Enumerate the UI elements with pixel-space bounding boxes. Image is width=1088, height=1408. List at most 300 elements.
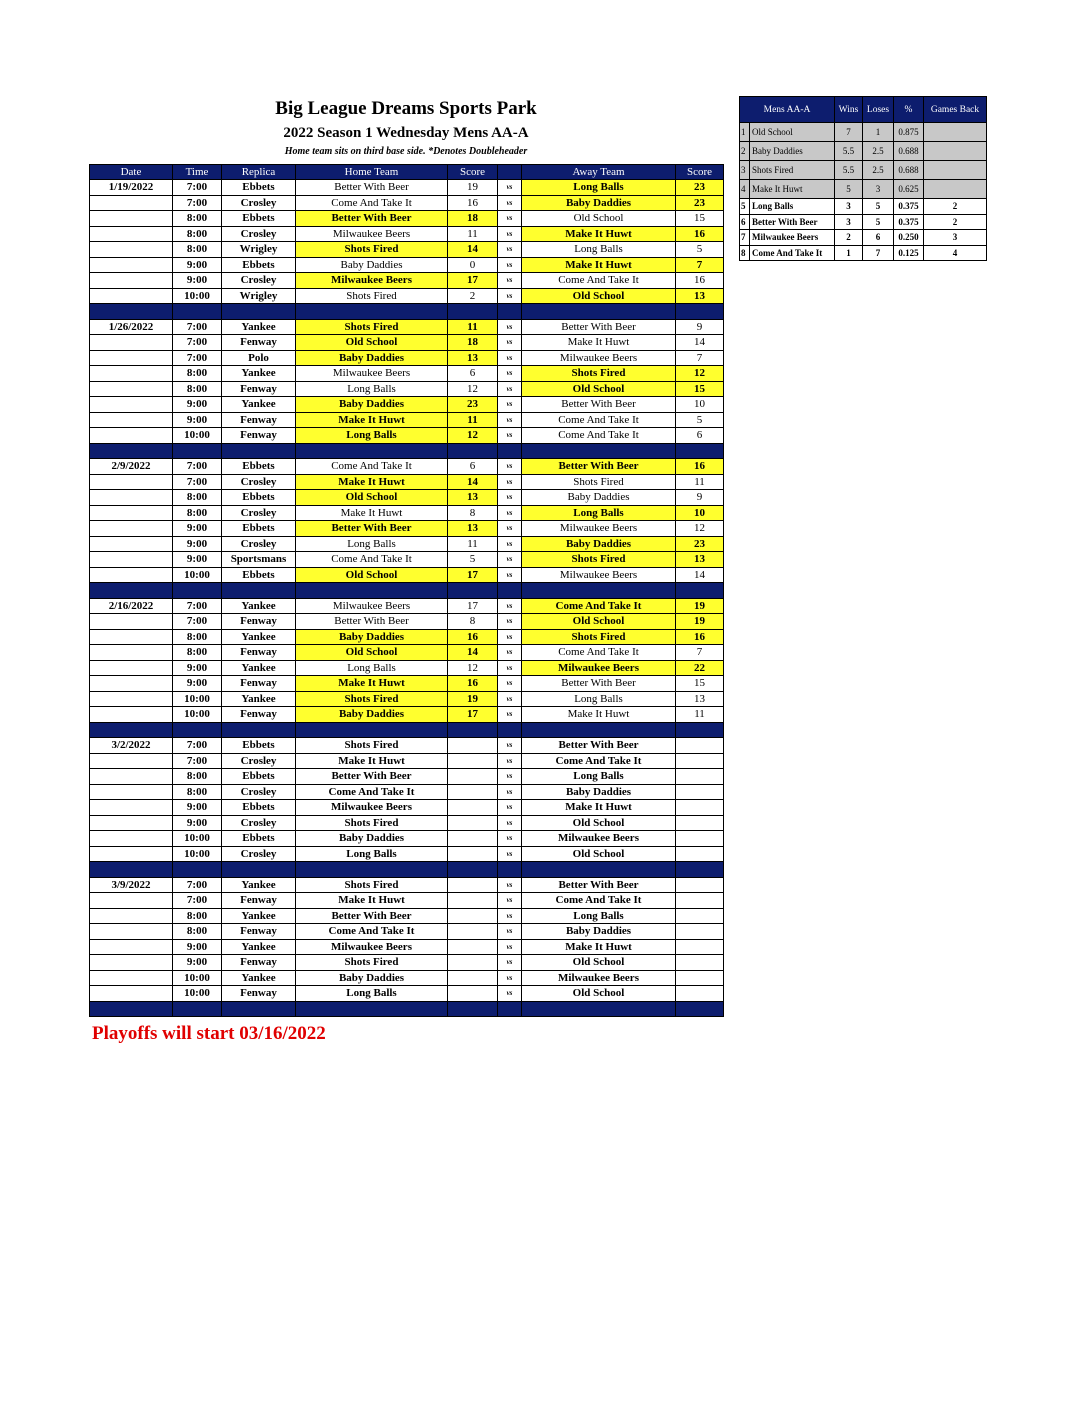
- game-date-empty: [90, 707, 173, 723]
- separator-cell: [498, 583, 522, 599]
- game-date-empty: [90, 521, 173, 537]
- game-time: 8:00: [173, 381, 222, 397]
- away-score: 5: [676, 242, 724, 258]
- away-score: 5: [676, 412, 724, 428]
- separator-cell: [296, 443, 448, 459]
- separator-cell: [676, 443, 724, 459]
- game-replica: Fenway: [222, 412, 296, 428]
- vs-label: vs: [498, 877, 522, 893]
- standings-pct: 0.875: [894, 123, 924, 142]
- away-score: 11: [676, 707, 724, 723]
- game-date-empty: [90, 629, 173, 645]
- home-team: Long Balls: [296, 381, 448, 397]
- game-replica: Crosley: [222, 846, 296, 862]
- home-team: Shots Fired: [296, 955, 448, 971]
- game-date-empty: [90, 939, 173, 955]
- vs-label: vs: [498, 226, 522, 242]
- home-score: 17: [448, 707, 498, 723]
- game-date-empty: [90, 831, 173, 847]
- game-date-empty: [90, 769, 173, 785]
- game-time: 9:00: [173, 939, 222, 955]
- separator-cell: [296, 722, 448, 738]
- standings-row: [740, 199, 987, 215]
- table-row: [90, 769, 724, 785]
- game-date-empty: [90, 908, 173, 924]
- standings-games-back: [924, 123, 987, 142]
- vs-label: vs: [498, 288, 522, 304]
- separator-cell: [173, 304, 222, 320]
- vs-label: vs: [498, 676, 522, 692]
- home-team: Baby Daddies: [296, 707, 448, 723]
- game-replica: Crosley: [222, 226, 296, 242]
- game-date-empty: [90, 691, 173, 707]
- home-score: 13: [448, 350, 498, 366]
- separator-cell: [676, 862, 724, 878]
- game-date-empty: [90, 505, 173, 521]
- vs-label: vs: [498, 614, 522, 630]
- vs-label: vs: [498, 738, 522, 754]
- game-date-empty: [90, 474, 173, 490]
- game-time: 8:00: [173, 769, 222, 785]
- home-score: 16: [448, 676, 498, 692]
- home-score: [448, 800, 498, 816]
- away-team: Old School: [522, 986, 676, 1002]
- table-row: [90, 660, 724, 676]
- vs-label: vs: [498, 939, 522, 955]
- game-time: 10:00: [173, 986, 222, 1002]
- home-score: 14: [448, 242, 498, 258]
- game-replica: Sportsmans: [222, 552, 296, 568]
- away-team: Make It Huwt: [522, 707, 676, 723]
- standings-col-loses: Loses: [863, 97, 894, 123]
- separator-cell: [90, 862, 173, 878]
- game-replica: Yankee: [222, 598, 296, 614]
- table-row: [90, 242, 724, 258]
- home-team: Milwaukee Beers: [296, 366, 448, 382]
- standings-wins: 7: [835, 123, 863, 142]
- standings-row: [740, 214, 987, 230]
- standings-rank: 4: [740, 180, 750, 199]
- vs-label: vs: [498, 660, 522, 676]
- game-time: 9:00: [173, 800, 222, 816]
- game-time: 7:00: [173, 474, 222, 490]
- home-team: Baby Daddies: [296, 350, 448, 366]
- away-score: 16: [676, 459, 724, 475]
- home-team: Baby Daddies: [296, 397, 448, 413]
- game-time: 9:00: [173, 412, 222, 428]
- standings-games-back: 2: [924, 199, 987, 215]
- standings-rank: 8: [740, 245, 750, 261]
- home-score: 2: [448, 288, 498, 304]
- separator-cell: [522, 583, 676, 599]
- game-date-empty: [90, 970, 173, 986]
- standings-loses: 5: [863, 199, 894, 215]
- game-time: 8:00: [173, 908, 222, 924]
- away-team: Long Balls: [522, 180, 676, 196]
- schedule-body: [90, 180, 724, 1017]
- standings-wins: 5: [835, 180, 863, 199]
- vs-label: vs: [498, 831, 522, 847]
- home-team: Better With Beer: [296, 521, 448, 537]
- playoffs-notice: Playoffs will start 03/16/2022: [92, 1023, 326, 1044]
- standings-games-back: 2: [924, 214, 987, 230]
- game-date-empty: [90, 986, 173, 1002]
- away-team: Milwaukee Beers: [522, 521, 676, 537]
- game-time: 8:00: [173, 924, 222, 940]
- away-score: 16: [676, 629, 724, 645]
- home-score: 13: [448, 490, 498, 506]
- away-team: Better With Beer: [522, 676, 676, 692]
- standings-wins: 3: [835, 199, 863, 215]
- away-team: Come And Take It: [522, 598, 676, 614]
- home-team: Milwaukee Beers: [296, 226, 448, 242]
- home-score: 12: [448, 428, 498, 444]
- vs-label: vs: [498, 319, 522, 335]
- away-score: 9: [676, 490, 724, 506]
- away-team: Long Balls: [522, 769, 676, 785]
- away-team: Milwaukee Beers: [522, 350, 676, 366]
- game-date-empty: [90, 490, 173, 506]
- away-score: 16: [676, 273, 724, 289]
- table-row: [90, 180, 724, 196]
- away-score: 13: [676, 552, 724, 568]
- standings-pct: 0.375: [894, 199, 924, 215]
- separator-cell: [448, 443, 498, 459]
- home-team: Old School: [296, 490, 448, 506]
- home-team: Long Balls: [296, 986, 448, 1002]
- table-row: [90, 211, 724, 227]
- away-score: [676, 939, 724, 955]
- game-replica: Fenway: [222, 645, 296, 661]
- home-score: 0: [448, 257, 498, 273]
- game-time: 9:00: [173, 660, 222, 676]
- home-team: Shots Fired: [296, 242, 448, 258]
- away-team: Baby Daddies: [522, 924, 676, 940]
- home-score: 18: [448, 335, 498, 351]
- table-row: [90, 521, 724, 537]
- home-score: 14: [448, 474, 498, 490]
- home-team: Milwaukee Beers: [296, 598, 448, 614]
- table-row: [90, 908, 724, 924]
- separator-cell: [90, 722, 173, 738]
- home-team: Old School: [296, 567, 448, 583]
- away-score: 23: [676, 180, 724, 196]
- away-team: Old School: [522, 211, 676, 227]
- away-team: Better With Beer: [522, 319, 676, 335]
- separator-cell: [222, 304, 296, 320]
- home-score: 11: [448, 536, 498, 552]
- home-score: 19: [448, 691, 498, 707]
- game-date: 2/16/2022: [90, 598, 173, 614]
- away-score: 22: [676, 660, 724, 676]
- away-team: Better With Beer: [522, 397, 676, 413]
- game-date-empty: [90, 428, 173, 444]
- standings-pct: 0.688: [894, 142, 924, 161]
- home-team: Long Balls: [296, 428, 448, 444]
- game-time: 10:00: [173, 846, 222, 862]
- home-score: [448, 738, 498, 754]
- standings-wins: 1: [835, 245, 863, 261]
- standings-pct: 0.375: [894, 214, 924, 230]
- away-team: Old School: [522, 381, 676, 397]
- vs-label: vs: [498, 598, 522, 614]
- home-score: 19: [448, 180, 498, 196]
- away-team: Baby Daddies: [522, 490, 676, 506]
- separator-cell: [222, 722, 296, 738]
- standings-pct: 0.688: [894, 161, 924, 180]
- away-score: [676, 784, 724, 800]
- game-time: 7:00: [173, 738, 222, 754]
- game-replica: Ebbets: [222, 769, 296, 785]
- home-team: Shots Fired: [296, 319, 448, 335]
- vs-label: vs: [498, 536, 522, 552]
- game-date-empty: [90, 412, 173, 428]
- vs-label: vs: [498, 350, 522, 366]
- separator-cell: [522, 304, 676, 320]
- vs-label: vs: [498, 490, 522, 506]
- away-score: [676, 908, 724, 924]
- standings-games-back: 4: [924, 245, 987, 261]
- vs-label: vs: [498, 567, 522, 583]
- header-note: Home team sits on third base side. *Denotes Doubleheader: [284, 146, 528, 157]
- home-team: Better With Beer: [296, 908, 448, 924]
- table-row: [90, 257, 724, 273]
- week-separator: [90, 583, 724, 599]
- away-score: 6: [676, 428, 724, 444]
- table-row: [90, 273, 724, 289]
- home-score: [448, 784, 498, 800]
- game-time: 10:00: [173, 428, 222, 444]
- game-date: 1/19/2022: [90, 180, 173, 196]
- home-score: 13: [448, 521, 498, 537]
- game-date-empty: [90, 381, 173, 397]
- away-score: 11: [676, 474, 724, 490]
- game-replica: Crosley: [222, 536, 296, 552]
- game-time: 7:00: [173, 319, 222, 335]
- standings-rank: 6: [740, 214, 750, 230]
- col-home-score: Score: [448, 165, 498, 180]
- away-score: [676, 893, 724, 909]
- game-replica: Polo: [222, 350, 296, 366]
- standings-row: [740, 230, 987, 246]
- home-score: 8: [448, 505, 498, 521]
- game-replica: Fenway: [222, 614, 296, 630]
- game-date-empty: [90, 536, 173, 552]
- table-row: [90, 536, 724, 552]
- home-score: 11: [448, 319, 498, 335]
- game-time: 8:00: [173, 505, 222, 521]
- away-team: Make It Huwt: [522, 226, 676, 242]
- table-row: [90, 614, 724, 630]
- away-score: 12: [676, 366, 724, 382]
- home-score: 12: [448, 660, 498, 676]
- table-row: [90, 707, 724, 723]
- away-team: Long Balls: [522, 505, 676, 521]
- away-team: Come And Take It: [522, 412, 676, 428]
- game-replica: Fenway: [222, 707, 296, 723]
- home-score: [448, 924, 498, 940]
- game-replica: Ebbets: [222, 738, 296, 754]
- away-score: 15: [676, 676, 724, 692]
- game-replica: Crosley: [222, 474, 296, 490]
- away-score: [676, 924, 724, 940]
- game-replica: Yankee: [222, 877, 296, 893]
- separator-cell: [296, 1001, 448, 1017]
- away-score: 9: [676, 319, 724, 335]
- col-time: Time: [173, 165, 222, 180]
- table-row: [90, 815, 724, 831]
- game-date-empty: [90, 552, 173, 568]
- game-time: 8:00: [173, 242, 222, 258]
- game-date-empty: [90, 893, 173, 909]
- separator-cell: [173, 443, 222, 459]
- home-team: Baby Daddies: [296, 831, 448, 847]
- home-team: Make It Huwt: [296, 412, 448, 428]
- away-team: Milwaukee Beers: [522, 970, 676, 986]
- separator-cell: [448, 583, 498, 599]
- game-date-empty: [90, 784, 173, 800]
- game-date-empty: [90, 800, 173, 816]
- away-score: [676, 815, 724, 831]
- standings-pct: 0.250: [894, 230, 924, 246]
- separator-cell: [296, 862, 448, 878]
- home-score: 8: [448, 614, 498, 630]
- game-date-empty: [90, 815, 173, 831]
- game-time: 9:00: [173, 955, 222, 971]
- vs-label: vs: [498, 846, 522, 862]
- game-time: 9:00: [173, 815, 222, 831]
- away-team: Shots Fired: [522, 366, 676, 382]
- home-score: 18: [448, 211, 498, 227]
- vs-label: vs: [498, 428, 522, 444]
- game-time: 7:00: [173, 350, 222, 366]
- away-score: 23: [676, 536, 724, 552]
- home-team: Make It Huwt: [296, 505, 448, 521]
- game-date-empty: [90, 397, 173, 413]
- home-team: Make It Huwt: [296, 474, 448, 490]
- standings-loses: 6: [863, 230, 894, 246]
- standings-team: Baby Daddies: [750, 142, 835, 161]
- home-score: 14: [448, 645, 498, 661]
- game-date-empty: [90, 614, 173, 630]
- vs-label: vs: [498, 211, 522, 227]
- standings-team: Better With Beer: [750, 214, 835, 230]
- vs-label: vs: [498, 908, 522, 924]
- away-score: [676, 986, 724, 1002]
- vs-label: vs: [498, 753, 522, 769]
- home-score: [448, 986, 498, 1002]
- away-team: Make It Huwt: [522, 800, 676, 816]
- game-replica: Ebbets: [222, 490, 296, 506]
- vs-label: vs: [498, 924, 522, 940]
- table-row: [90, 428, 724, 444]
- game-replica: Crosley: [222, 273, 296, 289]
- separator-cell: [173, 583, 222, 599]
- home-score: 16: [448, 629, 498, 645]
- game-replica: Ebbets: [222, 521, 296, 537]
- home-team: Shots Fired: [296, 877, 448, 893]
- separator-cell: [498, 1001, 522, 1017]
- game-date-empty: [90, 846, 173, 862]
- home-team: Old School: [296, 645, 448, 661]
- away-score: [676, 769, 724, 785]
- home-team: Make It Huwt: [296, 893, 448, 909]
- home-team: Come And Take It: [296, 552, 448, 568]
- away-team: Shots Fired: [522, 474, 676, 490]
- table-row: [90, 800, 724, 816]
- game-time: 7:00: [173, 598, 222, 614]
- game-time: 9:00: [173, 536, 222, 552]
- standings-rank: 1: [740, 123, 750, 142]
- game-replica: Crosley: [222, 784, 296, 800]
- table-row: [90, 567, 724, 583]
- week-separator: [90, 304, 724, 320]
- away-team: Come And Take It: [522, 645, 676, 661]
- standings-team: Long Balls: [750, 199, 835, 215]
- home-team: Better With Beer: [296, 180, 448, 196]
- away-score: 13: [676, 691, 724, 707]
- away-score: 14: [676, 335, 724, 351]
- game-time: 7:00: [173, 753, 222, 769]
- table-row: [90, 350, 724, 366]
- vs-label: vs: [498, 552, 522, 568]
- away-team: Old School: [522, 955, 676, 971]
- standings-games-back: 3: [924, 230, 987, 246]
- separator-cell: [90, 583, 173, 599]
- table-row: [90, 598, 724, 614]
- game-replica: Yankee: [222, 939, 296, 955]
- week-separator: [90, 722, 724, 738]
- table-row: [90, 986, 724, 1002]
- game-time: 9:00: [173, 676, 222, 692]
- away-team: Old School: [522, 614, 676, 630]
- table-row: [90, 195, 724, 211]
- separator-cell: [676, 304, 724, 320]
- separator-cell: [676, 1001, 724, 1017]
- vs-label: vs: [498, 242, 522, 258]
- vs-label: vs: [498, 381, 522, 397]
- game-replica: Fenway: [222, 428, 296, 444]
- table-row: [90, 784, 724, 800]
- home-score: [448, 753, 498, 769]
- away-score: [676, 738, 724, 754]
- away-score: 7: [676, 350, 724, 366]
- vs-label: vs: [498, 645, 522, 661]
- away-score: 16: [676, 226, 724, 242]
- away-team: Shots Fired: [522, 629, 676, 645]
- separator-cell: [676, 722, 724, 738]
- home-score: [448, 815, 498, 831]
- away-score: [676, 955, 724, 971]
- vs-label: vs: [498, 273, 522, 289]
- standings-row: [740, 161, 987, 180]
- game-replica: Yankee: [222, 660, 296, 676]
- game-time: 7:00: [173, 614, 222, 630]
- vs-label: vs: [498, 800, 522, 816]
- game-replica: Fenway: [222, 924, 296, 940]
- week-separator: [90, 862, 724, 878]
- separator-cell: [522, 443, 676, 459]
- home-team: Shots Fired: [296, 815, 448, 831]
- standings-team: Milwaukee Beers: [750, 230, 835, 246]
- game-date-empty: [90, 924, 173, 940]
- separator-cell: [522, 862, 676, 878]
- game-date: 1/26/2022: [90, 319, 173, 335]
- standings-loses: 2.5: [863, 161, 894, 180]
- game-date-empty: [90, 660, 173, 676]
- standings-loses: 7: [863, 245, 894, 261]
- away-team: Long Balls: [522, 691, 676, 707]
